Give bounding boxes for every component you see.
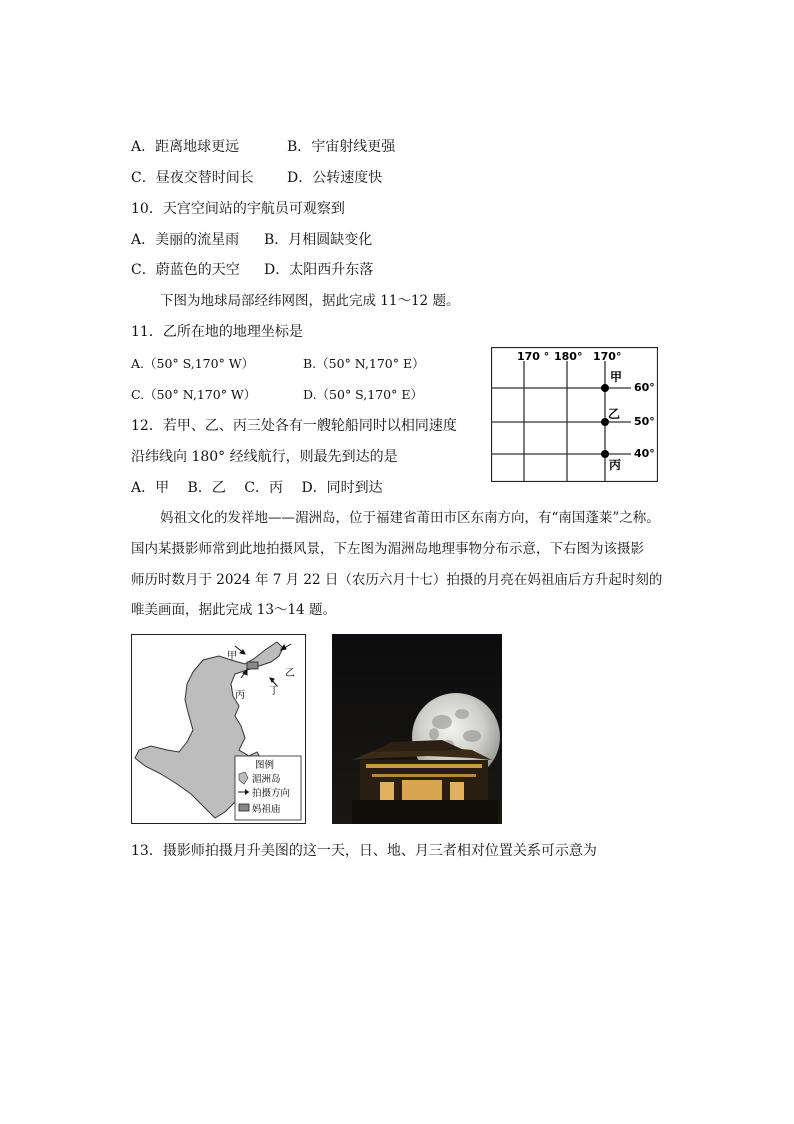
q11-option-c: C.（50° N,170° W）: [131, 387, 257, 402]
passage-line4: 唯美画面，据此完成 13～14 题。: [131, 602, 336, 618]
q12-stem-line2: 沿纬线向 180° 经线航行，则最先到达的是: [131, 449, 398, 465]
q10-stem: 10．天宫空间站的宇航员可观察到: [131, 201, 345, 217]
q10-option-d: D．太阳西升东落: [264, 262, 374, 278]
graticule-figure: [491, 347, 658, 482]
lon-label-2: 180°: [554, 350, 583, 363]
moonrise-photo-svg: [332, 634, 502, 824]
q11-option-d: D.（50° S,170° E）: [303, 387, 423, 402]
q11-option-b: B.（50° N,170° E）: [303, 356, 425, 371]
legend-temple-icon: [239, 804, 249, 811]
map-label-ding: 丁: [269, 686, 279, 697]
map-label-yi: 乙: [285, 668, 295, 679]
legend-direction: 拍摄方向: [252, 788, 291, 799]
lat-label-60: 60°: [634, 381, 655, 394]
q9-option-d: D．公转速度快: [287, 170, 383, 186]
q10-option-c: C．蔚蓝色的天空: [131, 262, 240, 278]
q11-option-a: A.（50° S,170° W）: [131, 356, 255, 371]
legend-title: 图例: [255, 760, 275, 771]
lon-label-3: 170°: [593, 350, 622, 363]
lat-label-40: 40°: [634, 447, 655, 460]
q9-option-b: B．宇宙射线更强: [287, 139, 396, 155]
q12-stem-line1: 12．若甲、乙、丙三处各有一艘轮船同时以相同速度: [131, 418, 457, 434]
point-label-bing: 丙: [609, 458, 622, 472]
map-label-jia: 甲: [227, 651, 237, 662]
q9-option-a: A．距离地球更远: [131, 139, 240, 155]
legend-island: 湄洲岛: [252, 774, 281, 785]
meizhou-island-map: [131, 634, 306, 824]
q11-stem: 11．乙所在地的地理坐标是: [131, 324, 303, 340]
q12-options: A．甲 B．乙 C．丙 D．同时到达: [131, 480, 383, 496]
passage-line2: 国内某摄影师常到此地拍摄风景，下左图为湄洲岛地理事物分布示意，下右图为该摄影: [131, 541, 644, 557]
lon-label-1: 170 °: [517, 350, 550, 363]
graticule-frame: [492, 348, 658, 482]
legend-temple: 妈祖庙: [252, 804, 281, 815]
graticule-svg: [491, 347, 658, 482]
point-bing: [601, 450, 609, 458]
temple-icon: [247, 662, 258, 669]
moonrise-photo: [332, 634, 502, 824]
passage-line3: 师历时数月于 2024 年 7 月 22 日（农历六月十七）拍摄的月亮在妈祖庙后方升起时刻的: [131, 572, 663, 588]
point-label-jia: 甲: [610, 370, 623, 384]
intro-11-12: 下图为地球局部经纬网图，据此完成 11～12 题。: [160, 293, 460, 309]
lat-label-50: 50°: [634, 415, 655, 428]
q9-option-c: C．昼夜交替时间长: [131, 170, 254, 186]
temple-silhouette: [352, 740, 498, 824]
point-jia: [601, 384, 609, 392]
q10-option-b: B．月相圆缺变化: [264, 232, 373, 248]
q10-option-a: A．美丽的流星雨: [131, 232, 240, 248]
passage-line1: 妈祖文化的发祥地——湄洲岛，位于福建省莆田市区东南方向，有“南国蓬莱”之称。: [160, 510, 660, 526]
island-map-svg: [131, 634, 306, 824]
point-label-yi: 乙: [608, 407, 621, 421]
q13-stem: 13．摄影师拍摄月升美图的这一天，日、地、月三者相对位置关系可示意为: [131, 843, 597, 859]
map-label-bing: 丙: [235, 690, 245, 701]
